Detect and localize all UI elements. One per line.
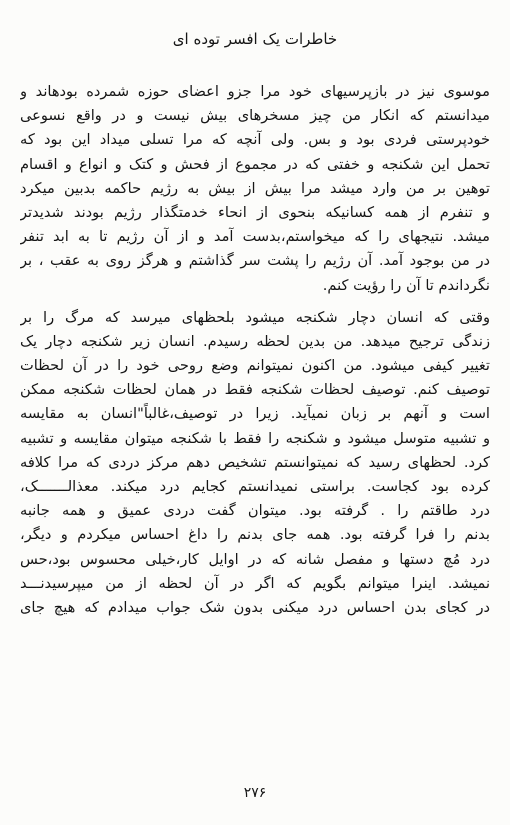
text-line: توصیف کنم. توصیف لحظات شکنجه فقط در همان لحظات شکنجه ممکن [20, 381, 490, 399]
text-line: میشد. نتیجهای را که میخواستم،بدست آمد و از آن رژیم تا به ابد تنفر [20, 228, 490, 246]
page-number: ۲۷۶ [243, 785, 267, 801]
text-line: درد طاقتم را . گرفته بود. میتوان گفت دردی عمیق و همه جانبه [20, 502, 490, 520]
text-line: زندگی ترجیح میدهد. من بدین لحظه رسیدم. انسان زیر شکنجه دچار یک [20, 332, 490, 350]
text-line: تغییر کیفی میشود. من اکنون نمیتوانم وضع روحی خود را در آن لحظات [20, 357, 490, 375]
text-line: خودپرستی فردی بود و بس. ولی آنچه که مرا تسلی میداد این بود که [20, 131, 490, 149]
body-text [20, 80, 490, 620]
text-line: کرده بود کجاست. براستی نمیدانستم کجایم درد میکند. معذالـــــــک، [20, 478, 490, 495]
text-line: کرد. لحظهای رسید که نمیتوانستم تشخیص دهم مرکز دردی که مرا کلافه [20, 453, 490, 471]
text-line: درد مُچ دستها و مفصل شانه که در اوایل کار،خیلی محسوس بود،حس [20, 550, 490, 568]
text-line: است و آنهم بر زبان نمیآید. زیرا در توصیف،غالباً"انسان به مقایسه [20, 405, 490, 423]
text-line: نمیشد. اینرا میتوانم بگویم که اگر در آن لحظه از من میپرسیدنـــد [20, 574, 490, 592]
text-line: توهین بر من وارد میشد مرا بیش از بیش به رژیم حاکمه بدبین میکرد [20, 179, 490, 197]
text-line: تحمل این شکنجه و خفتی که در مجموع از فحش و کتک و انواع و اقسام [20, 155, 490, 173]
text-line: موسوی نیز در بازپرسیهای خود مرا جزو اعضای حوزه شمرده بودهاند و [20, 83, 490, 100]
text-line: بدنم را فرا گرفته بود. همه جای بدنم را داغ احساس میکردم و دیگر، [20, 526, 490, 544]
text-line: وقتی که انسان دچار شکنجه میشود بلحظهای میرسد که مرگ را بر [20, 308, 490, 326]
paragraph-break [20, 298, 490, 306]
text-line: در من بوجود آمد. آن رژیم را پشت سر گذاشتم و هرگز روی به عقب ، بر [20, 252, 490, 270]
text-line: نگرداندم تا آن را رؤیت کنم. [322, 276, 490, 294]
text-line: در کجای بدن احساس درد میکنی بدون شک جواب میدادم که هیچ جای [20, 598, 490, 616]
running-header: خاطرات یک افسر توده ای [172, 30, 338, 48]
text-line: و تشبیه متوسل میشود و شکنجه را فقط با شکنجه میتوان مقایسه و تشبیه [20, 429, 490, 447]
text-line: و تنفرم از همه کسانیکه بنحوی از انحاء خدمتگذار رژیم بودند شدیدتر [20, 203, 490, 221]
text-line: میدانستم که انکار من چیز مسخرهای بیش نیست و در واقع نسوعی [20, 107, 490, 125]
